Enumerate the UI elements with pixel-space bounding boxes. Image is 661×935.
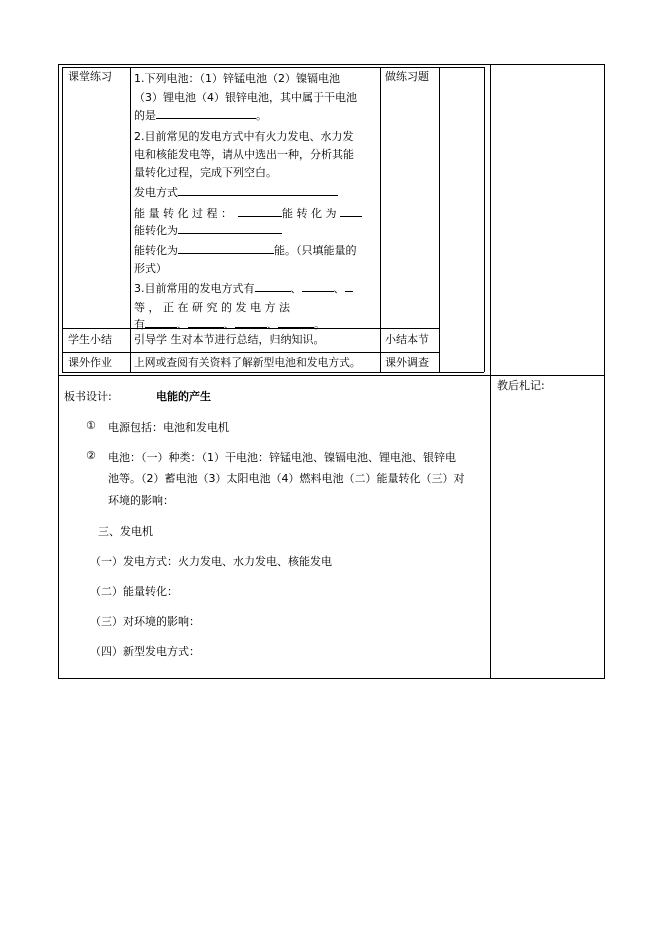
q1-line2: （3）锂电池（4）银锌电池，其中属于干电池 bbox=[134, 91, 357, 104]
board-item2-line2: 池等。（2）蓄电池（3）太阳电池（4）燃料电池（二）能量转化（三）对 bbox=[108, 472, 465, 485]
border-col-5 bbox=[490, 64, 491, 678]
q1-answer-blank bbox=[156, 107, 256, 119]
board-sub1: （一）发电方式：火力发电、水力发电、核能发电 bbox=[90, 555, 332, 568]
q1-line3-prefix: 的是 bbox=[134, 109, 156, 122]
q1-line3 bbox=[134, 107, 267, 123]
q3-blank-5 bbox=[188, 316, 224, 328]
board-item1-text: 电源包括：电池和发电机 bbox=[108, 421, 229, 434]
q2-energy-line4: 形式） bbox=[134, 262, 167, 275]
q2-energy-line3-suffix: 能。（只填能量的 bbox=[274, 244, 357, 257]
border-middle bbox=[58, 375, 605, 376]
q3-blank-1 bbox=[255, 280, 291, 292]
board-sub4: （四）新型发电方式： bbox=[90, 645, 200, 658]
q3-sep-4: 、 bbox=[224, 318, 235, 331]
row-content-homework: 上网或查阅有关资料了解新型电池和发电方式。 bbox=[134, 356, 361, 369]
q2-method-blank bbox=[178, 184, 338, 196]
board-sub3: （三）对环境的影响： bbox=[90, 615, 200, 628]
q3-blank-4 bbox=[145, 316, 177, 328]
row-content-summary: 引导学 生对本节进行总结，归纳知识。 bbox=[134, 333, 325, 346]
q3-sep-5: 、 bbox=[267, 318, 278, 331]
q2-method-prefix: 发电方式 bbox=[134, 186, 178, 199]
q3-sep-2: 、 bbox=[333, 282, 345, 295]
row-label-practice: 课堂练习 bbox=[68, 70, 112, 83]
board-sub2: （二）能量转化： bbox=[90, 585, 178, 598]
border-col-3 bbox=[439, 67, 440, 372]
q2-line3: 量转化过程，完成下列空白。 bbox=[134, 166, 277, 179]
q3-blank-6 bbox=[235, 316, 267, 328]
q2-energy-mid: 能 转 化 为 bbox=[281, 207, 337, 220]
row-label-summary: 学生小结 bbox=[68, 333, 112, 346]
q3-line2: 等 ， 正 在 研 究 的 发 电 方 法 bbox=[134, 301, 290, 314]
q2-energy-blank-2 bbox=[340, 205, 362, 217]
q2-energy-line3-prefix: 能转化为 bbox=[134, 244, 178, 257]
board-label: 板书设计: bbox=[64, 390, 112, 403]
board-section3: 三、发电机 bbox=[98, 525, 153, 538]
q2-method-line bbox=[134, 184, 338, 200]
q3-end: 。 bbox=[314, 318, 325, 331]
row-method-homework: 课外调查 bbox=[385, 356, 429, 369]
border-col-1 bbox=[130, 67, 131, 372]
q2-energy-blank-1 bbox=[238, 205, 282, 217]
q2-energy-prefix: 能 量 转 化 过 程 ： bbox=[134, 207, 232, 220]
border-right bbox=[604, 64, 605, 678]
q2-energy-blank-4 bbox=[178, 242, 274, 254]
q3-line1 bbox=[134, 280, 353, 296]
q3-sep-1: 、 bbox=[290, 282, 302, 295]
q3-blank-7 bbox=[278, 316, 314, 328]
q1-line3-suffix: 。 bbox=[256, 109, 267, 122]
board-item2-line3: 环境的影响： bbox=[108, 494, 174, 507]
border-top-outer bbox=[58, 64, 605, 65]
q2-energy-line2 bbox=[134, 222, 282, 238]
q2-energy-line3 bbox=[134, 242, 357, 258]
q3-blank-3 bbox=[345, 280, 353, 292]
q1-line1: 1.下列电池：（1）锌锰电池（2）镍镉电池 bbox=[134, 72, 340, 85]
border-col-2 bbox=[380, 67, 381, 372]
border-left-outer bbox=[58, 64, 59, 678]
border-left-inner bbox=[62, 67, 63, 372]
board-item2-line1: 电池：（一）种类：（1）干电池：锌锰电池、镍镉电池、锂电池、银锌电 bbox=[108, 451, 456, 464]
row-method-summary: 小结本节 bbox=[385, 333, 429, 346]
q2-line2: 电和核能发电等，请从中选出一种，分析其能 bbox=[134, 148, 354, 161]
q3-blank-2 bbox=[302, 280, 334, 292]
q3-line3-prefix: 有 bbox=[134, 318, 145, 331]
q2-energy-line1 bbox=[134, 205, 362, 221]
border-col-4 bbox=[484, 67, 485, 372]
notes-label: 教后札记: bbox=[497, 379, 545, 392]
border-bottom bbox=[58, 678, 605, 679]
q3-line1-prefix: 3.目前常用的发电方式有 bbox=[134, 282, 255, 295]
q2-energy-line2-prefix: 能转化为 bbox=[134, 224, 178, 237]
q3-sep-3: 、 bbox=[177, 318, 188, 331]
row-label-homework: 课外作业 bbox=[68, 356, 112, 369]
row-method-practice: 做练习题 bbox=[385, 70, 429, 83]
board-item2-num: ② bbox=[86, 449, 96, 462]
q2-line1: 2.目前常见的发电方式中有火力发电、水力发 bbox=[134, 130, 354, 143]
board-item1-num: ① bbox=[86, 419, 96, 432]
border-inner-bottom bbox=[62, 372, 484, 373]
board-title: 电能的产生 bbox=[156, 390, 211, 403]
q2-energy-blank-3 bbox=[178, 222, 282, 234]
